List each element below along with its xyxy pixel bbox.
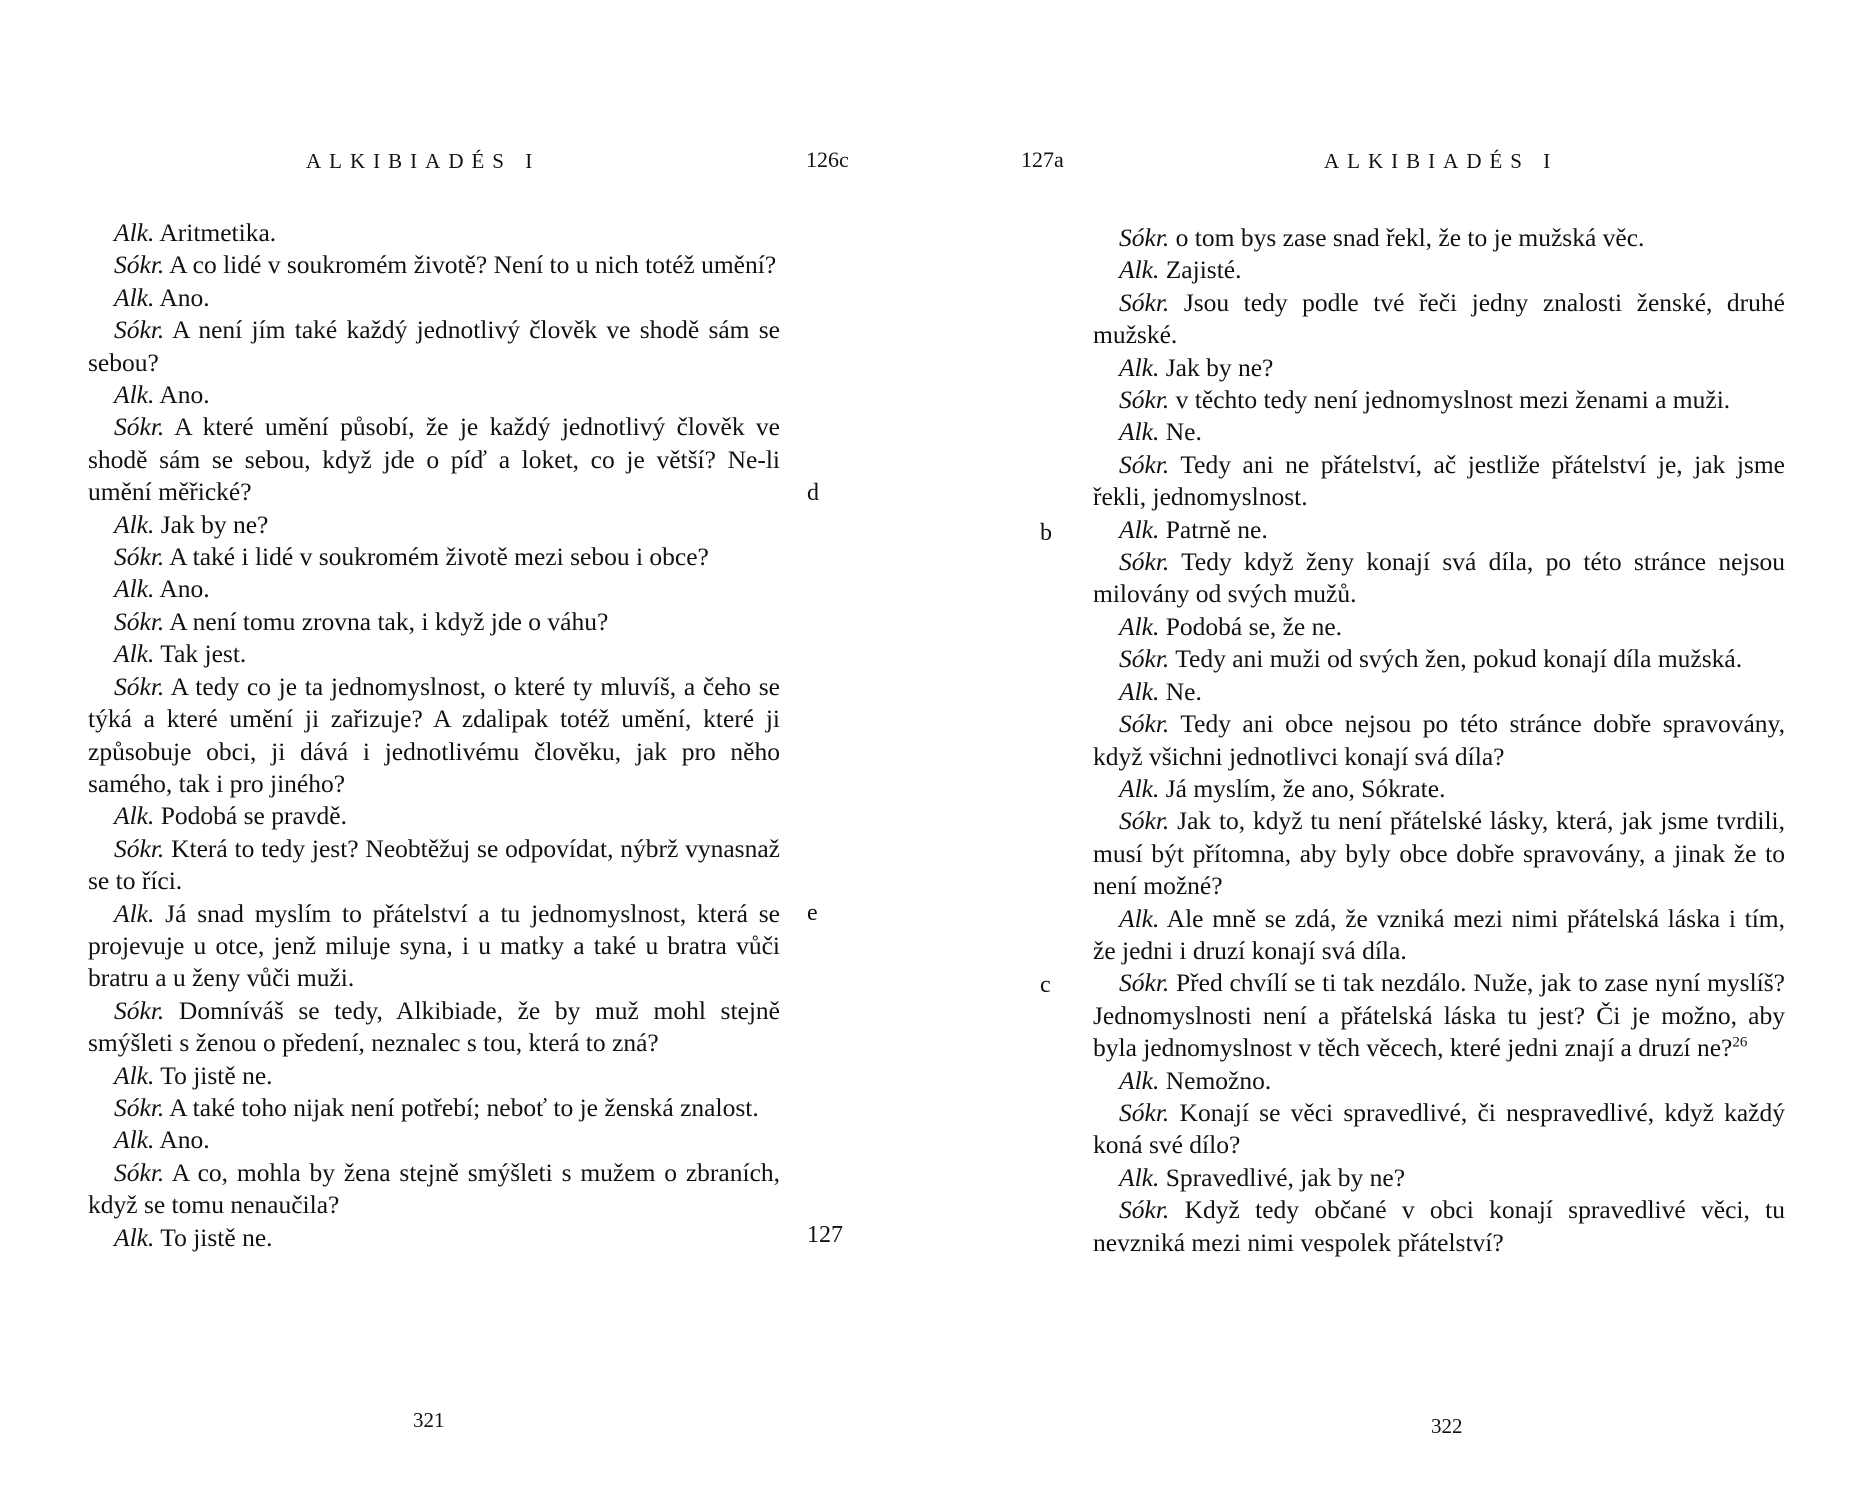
margin-section-marker: b — [1040, 520, 1052, 546]
speaker-label: Sókr. — [114, 542, 165, 572]
dialogue-paragraph — [1093, 287, 1785, 352]
speaker-label: Sókr. — [1119, 547, 1170, 577]
speech-text: A není jím také každý jednotlivý člověk ve shodě sám se sebou? — [88, 315, 780, 377]
dialogue-paragraph — [88, 541, 780, 573]
speaker-label: Sókr. — [1119, 968, 1170, 998]
dialogue-paragraph — [1093, 514, 1785, 546]
dialogue-paragraph — [88, 379, 780, 411]
speaker-label: Alk. — [1119, 903, 1160, 933]
dialogue-paragraph — [1093, 1065, 1785, 1097]
speech-text: Jak to, když tu není přátelské lásky, která, jak jsme tvrdili, musí být přítomna, aby byly obce dobře spravovány, a jinak že to není možné? — [1093, 806, 1785, 901]
speaker-label: Alk. — [114, 380, 155, 410]
speaker-label: Alk. — [114, 801, 155, 831]
page-number: 321 — [413, 1408, 445, 1432]
dialogue-paragraph — [1093, 1162, 1785, 1194]
dialogue-paragraph — [88, 282, 780, 314]
speech-text: Tedy když ženy konají svá díla, po této stránce nejsou milovány od svých mužů. — [1093, 547, 1785, 609]
speech-text: Ale mně se zdá, že vzniká mezi nimi přátelská láska i tím, že jedni i druzí konají svá díla. — [1093, 903, 1786, 965]
speech-text: Tedy ani ne přátelství, ač jestliže přátelství je, jak jsme řekli, jednomyslnost. — [1093, 449, 1785, 512]
speaker-label: Alk. — [1119, 1065, 1160, 1095]
speech-text: Ano. — [159, 1125, 210, 1155]
speaker-label: Sókr. — [1119, 806, 1170, 836]
dialogue-paragraph — [88, 249, 780, 281]
margin-section-marker: 127 — [807, 1222, 843, 1248]
speech-text: To jistě ne. — [160, 1060, 273, 1090]
speech-text: Já myslím, že ano, Sókrate. — [1165, 773, 1446, 803]
dialogue-paragraph — [1093, 903, 1785, 968]
speech-text: Ano. — [159, 380, 210, 410]
dialogue-paragraph — [1093, 708, 1785, 773]
speech-text: Když tedy občané v obci konají spravedlivé věci, tu nevzniká mezi nimi vespolek přátelství? — [1093, 1195, 1786, 1257]
stephanus-reference: 127a — [1021, 147, 1064, 172]
speech-text: Ano. — [159, 574, 210, 604]
speech-text: Tak jest. — [160, 639, 247, 669]
speaker-label: Alk. — [114, 898, 155, 928]
speaker-label: Alk. — [1119, 352, 1160, 382]
speaker-label: Sókr. — [114, 315, 165, 345]
speaker-label: Sókr. — [1119, 644, 1170, 674]
speaker-label: Alk. — [114, 639, 155, 669]
page-number: 322 — [1431, 1414, 1463, 1438]
speaker-label: Alk. — [1119, 1162, 1160, 1192]
dialogue-paragraph — [88, 606, 780, 638]
speaker-label: Alk. — [1119, 514, 1160, 544]
speaker-label: Sókr. — [114, 250, 165, 280]
dialogue-paragraph — [88, 1157, 780, 1222]
dialogue-paragraph — [88, 1060, 780, 1092]
speaker-label: Alk. — [114, 282, 155, 312]
speech-text: Ne. — [1165, 417, 1202, 447]
running-title: ALKIBIADÉS I — [1324, 149, 1559, 173]
speech-text: Podobá se pravdě. — [160, 801, 347, 831]
margin-section-marker: c — [1040, 972, 1051, 998]
speech-text: Jak by ne? — [160, 509, 269, 539]
speech-text: Jak by ne? — [1165, 352, 1274, 382]
speech-text: v těchto tedy není jednomyslnost mezi ženami a muži. — [1175, 385, 1731, 415]
dialogue-paragraph — [88, 314, 780, 379]
dialogue-paragraph — [1093, 676, 1785, 708]
margin-section-marker: e — [807, 900, 818, 926]
speech-text: A co, mohla by žena stejně smýšleti s mužem o zbraních, když se tomu nenaučila? — [88, 1157, 781, 1220]
dialogue-paragraph — [88, 1092, 780, 1124]
speaker-label: Sókr. — [1119, 449, 1170, 479]
speaker-label: Sókr. — [1119, 223, 1170, 252]
dialogue-paragraph — [1093, 773, 1785, 805]
speech-text: A co lidé v soukromém životě? Není to u nich totéž umění? — [169, 250, 777, 280]
speech-text: Která to tedy jest? Neobtěžuj se odpovídat, nýbrž vynasnaž se to říci. — [88, 833, 780, 896]
speaker-label: Sókr. — [114, 606, 165, 636]
speech-text: A které umění působí, že je každý jednotlivý člověk ve shodě sám se sebou, když jde o píď a loket, co je větší? Ne-li umění měřické? — [88, 412, 781, 507]
speaker-label: Alk. — [114, 574, 155, 604]
dialogue-paragraph — [1093, 805, 1785, 902]
speech-text: Ne. — [1165, 676, 1202, 706]
dialogue-paragraph — [88, 217, 780, 249]
speech-text: Já snad myslím to přátelství a tu jednomyslnost, která se projevuje u otce, jenž miluje syna, i u matky a také u bratra vůči bratru a u ženy vůči muži. — [88, 898, 780, 993]
dialogue-paragraph — [88, 1222, 780, 1254]
stephanus-reference: 126c — [806, 147, 849, 172]
dialogue-paragraph — [1093, 416, 1785, 448]
speaker-label: Sókr. — [114, 1092, 165, 1122]
dialogue-paragraph — [88, 671, 780, 801]
dialogue-paragraph — [88, 1124, 780, 1156]
speech-text: Tedy ani muži od svých žen, pokud konají díla mužská. — [1175, 644, 1743, 674]
dialogue-paragraph — [88, 800, 780, 832]
speaker-label: Sókr. — [1119, 385, 1170, 415]
dialogue-paragraph — [1093, 1097, 1785, 1162]
speech-text: A také toho nijak není potřebí; neboť to je ženská znalost. — [169, 1092, 759, 1122]
speech-text: Tedy ani obce nejsou po této stránce dobře spravovány, když všichni jednotlivci konají svá díla? — [1093, 709, 1785, 771]
dialogue-paragraph — [88, 898, 780, 995]
right-page — [931, 0, 1862, 1501]
speech-text: A není tomu zrovna tak, i když jde o váhu? — [169, 606, 609, 636]
dialogue-paragraph — [88, 411, 780, 508]
dialogue-paragraph — [1093, 546, 1785, 611]
speech-text: Jsou tedy podle tvé řeči jedny znalosti ženské, druhé mužské. — [1093, 287, 1785, 350]
margin-section-marker: d — [807, 480, 819, 506]
speaker-label: Sókr. — [114, 1157, 165, 1187]
speech-text: A také i lidé v soukromém životě mezi sebou i obce? — [169, 542, 709, 572]
speaker-label: Alk. — [114, 1125, 155, 1155]
speech-text: Nemožno. — [1165, 1065, 1272, 1095]
speech-text: Před chvílí se ti tak nezdálo. Nuže, jak to zase nyní myslíš? Jednomyslnosti není a přátelská láska tu jest? Či je možno, aby byla jednomyslnost v těch věcech, které jedni znají a druzí ne? — [1093, 968, 1786, 1063]
speaker-label: Alk. — [1119, 676, 1160, 706]
dialogue-paragraph — [1093, 352, 1785, 384]
speaker-label: Sókr. — [1119, 1195, 1170, 1225]
dialogue-paragraph — [88, 833, 780, 898]
speech-text: To jistě ne. — [160, 1222, 273, 1252]
speech-text: Domníváš se tedy, Alkibiade, že by muž mohl stejně smýšleti s ženou o předení, neznalec s tou, která to zná? — [88, 995, 781, 1058]
running-title: ALKIBIADÉS I — [306, 149, 541, 173]
speech-text: Aritmetika. — [159, 218, 277, 247]
speaker-label: Sókr. — [114, 833, 165, 863]
dialogue-paragraph — [88, 995, 780, 1060]
speech-text: Konají se věci spravedlivé, či nespravedlivé, když každý koná své dílo? — [1093, 1097, 1785, 1160]
speaker-label: Sókr. — [114, 412, 165, 442]
speaker-label: Alk. — [1119, 417, 1160, 447]
dialogue-paragraph — [1093, 1194, 1785, 1259]
speech-text: A tedy co je ta jednomyslnost, o které ty mluvíš, a čeho se týká a které umění ji zařizuje? A zdalipak totéž umění, které ji způsobuje obci, ji dává i jednotlivému člověku, jak pro něho samého, tak i pro jiného? — [88, 671, 780, 798]
speaker-label: Sókr. — [114, 671, 165, 701]
speaker-label: Alk. — [114, 1060, 155, 1090]
dialogue-paragraph — [88, 638, 780, 670]
dialogue-paragraph — [1093, 967, 1785, 1064]
dialogue-paragraph — [1093, 611, 1785, 643]
speaker-label: Sókr. — [114, 995, 165, 1025]
speaker-label: Alk. — [1119, 611, 1160, 641]
dialogue-text — [88, 217, 780, 1254]
dialogue-paragraph — [1093, 384, 1785, 416]
dialogue-paragraph — [1093, 254, 1785, 286]
dialogue-paragraph — [1093, 449, 1785, 514]
speech-text: Spravedlivé, jak by ne? — [1165, 1162, 1406, 1192]
dialogue-paragraph — [1093, 222, 1785, 254]
dialogue-paragraph — [88, 573, 780, 605]
footnote-marker[interactable]: 26 — [1732, 1034, 1748, 1051]
speaker-label: Alk. — [114, 509, 155, 539]
speaker-label: Sókr. — [1119, 287, 1170, 317]
speech-text: o tom bys zase snad řekl, že to je mužská věc. — [1175, 223, 1645, 252]
speaker-label: Sókr. — [1119, 709, 1170, 739]
speech-text: Zajisté. — [1165, 255, 1242, 285]
speaker-label: Alk. — [1119, 255, 1160, 285]
speaker-label: Alk. — [114, 218, 155, 247]
speaker-label: Alk. — [1119, 773, 1160, 803]
dialogue-text — [1093, 222, 1785, 1259]
speech-text: Patrně ne. — [1165, 514, 1268, 544]
speaker-label: Alk. — [114, 1222, 155, 1252]
dialogue-paragraph — [1093, 643, 1785, 675]
speech-text: Ano. — [159, 282, 210, 312]
dialogue-paragraph — [88, 509, 780, 541]
speaker-label: Sókr. — [1119, 1097, 1170, 1127]
speech-text: Podobá se, že ne. — [1165, 611, 1343, 641]
